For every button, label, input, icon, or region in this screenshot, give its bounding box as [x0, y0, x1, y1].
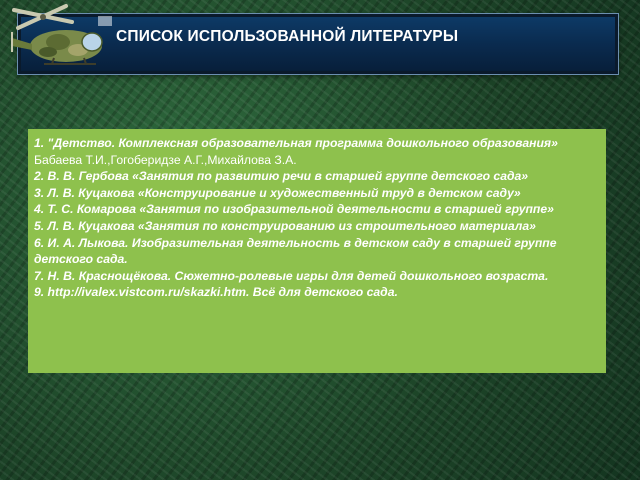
reference-item-6: 6. И. А. Лыкова. Изобразительная деятельность в детском саду в старшей группе детского сада. [34, 235, 557, 267]
reference-item-9: 9. http://ivalex.vistcom.ru/skazki.htm. Всё для детского сада. [34, 285, 398, 300]
helicopter-icon [8, 2, 120, 74]
reference-item-3: 3. Л. В. Куцакова «Конструирование и художественный труд в детском саду» [34, 185, 521, 200]
page-title: СПИСОК ИСПОЛЬЗОВАННОЙ ЛИТЕРАТУРЫ [116, 28, 459, 45]
reference-item-7: 7. Н. В. Краснощёкова. Сюжетно-ролевые игры для детей дошкольного возраста. [34, 268, 549, 283]
reference-item-5: 5. Л. В. Куцакова «Занятия по конструированию из строительного материала» [34, 218, 536, 233]
reference-item-2: 2. В. В. Гербова «Занятия по развитию речи в старшей группе детского сада» [34, 169, 529, 184]
reference-item-1: 1. "Детство. Комплексная образовательная программа дошкольного образования» Бабаева Т.И.,Гогоберидзе А.Г.,Михайлова З.А. [34, 136, 558, 167]
references-list [28, 129, 606, 373]
reference-item-4: 4. Т. С. Комарова «Занятия по изобразительной деятельности в старшей группе» [34, 202, 554, 217]
